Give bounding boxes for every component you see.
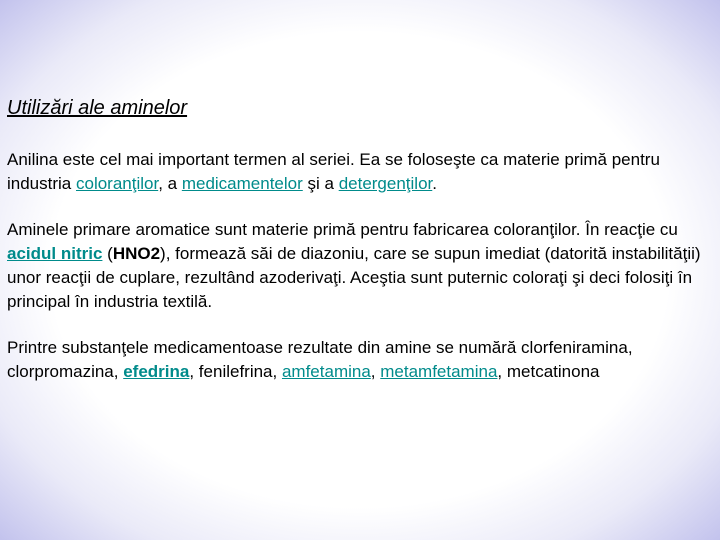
link-acidul-nitric[interactable]: acidul nitric	[7, 244, 103, 263]
link-medicamentelor[interactable]: medicamentelor	[181, 174, 303, 193]
paragraph-text: .	[432, 174, 437, 193]
slide-title: Utilizări ale aminelor	[7, 97, 188, 119]
paragraph-anilina	[7, 148, 713, 196]
paragraph-text: , a	[158, 174, 182, 193]
paragraph-text: Printre substanţele medicamentoase rezultate din amine se numără clorfeniramina, clorpromazina,	[7, 338, 633, 381]
paragraph-text: ,	[370, 362, 381, 381]
link-metamfetamina[interactable]: metamfetamina	[380, 362, 498, 381]
paragraph-medicamente	[7, 336, 713, 384]
paragraph-text: , metcatinona	[497, 362, 600, 381]
link-detergentilor[interactable]: detergenţilor	[338, 174, 433, 193]
paragraph-text: (	[102, 244, 113, 263]
paragraph-text: şi a	[302, 174, 339, 193]
paragraph-text: ), formează săi de diazoniu, care se supun imediat (datorită instabilităţii) unor reacţii de cuplare, rezultând azoderivaţi. Aceştia sunt puternic coloraţi şi deci folosiţi în principal în industria textilă.	[7, 244, 701, 311]
link-colorantilor[interactable]: coloranţilor	[75, 174, 159, 193]
slide-content	[7, 96, 713, 406]
paragraph-text: Aminele primare aromatice sunt materie primă pentru fabricarea coloranţilor. În reacţie cu	[7, 220, 678, 239]
paragraph-text: Anilina este cel mai important termen al seriei. Ea se foloseşte ca materie primă pentru industria	[7, 150, 660, 193]
link-efedrina[interactable]: efedrina	[123, 362, 190, 381]
link-amfetamina[interactable]: amfetamina	[281, 362, 371, 381]
paragraph-amine-aromatice	[7, 218, 713, 314]
paragraph-text: , fenilefrina,	[189, 362, 282, 381]
formula-hno2: HNO2	[112, 244, 161, 263]
